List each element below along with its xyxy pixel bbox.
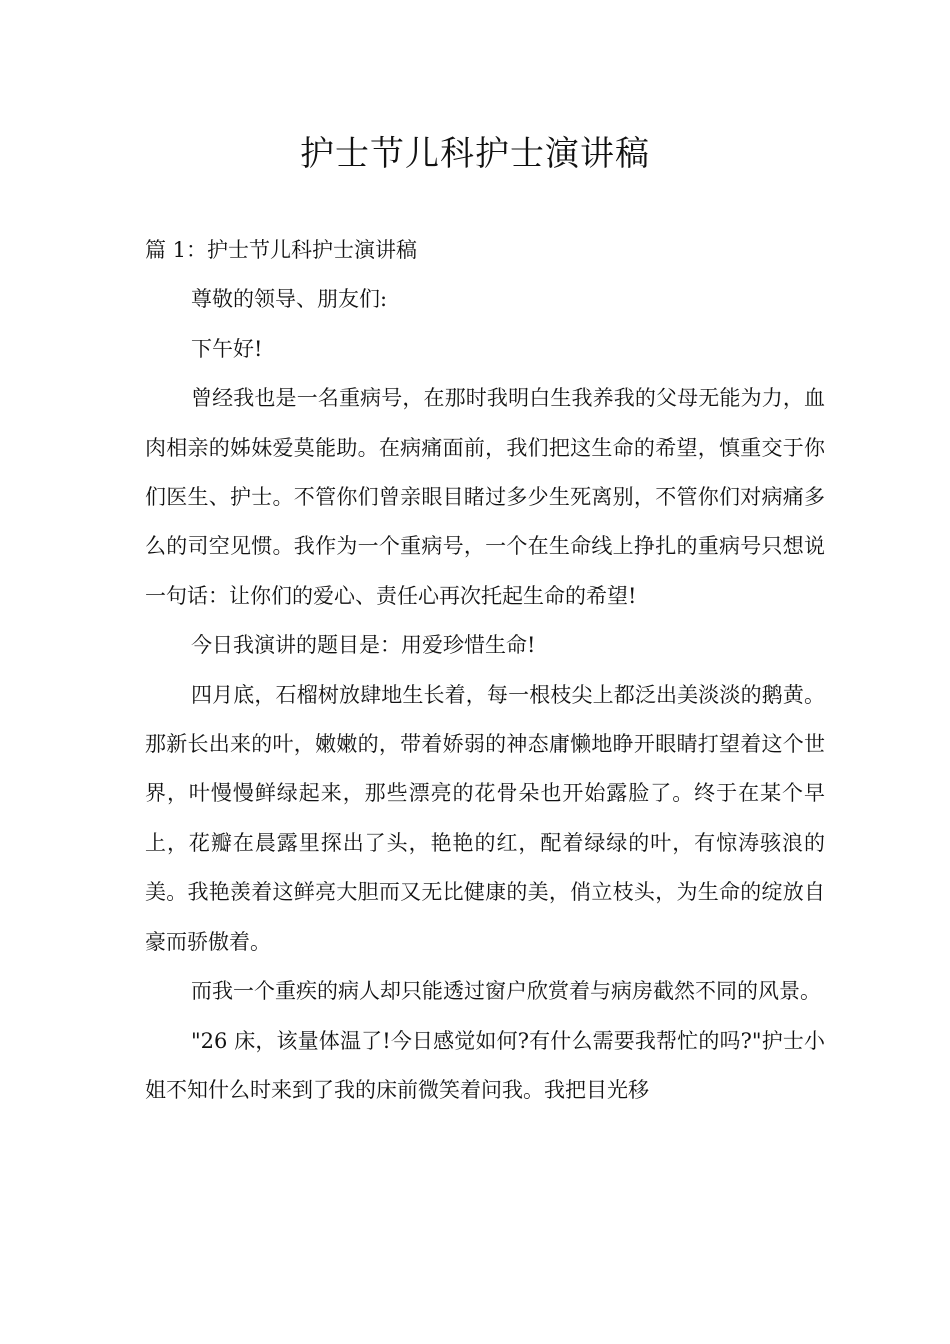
body-paragraph: "26 床，该量体温了!今日感觉如何?有什么需要我帮忙的吗?"护士小姐不知什么时来到了我的床前微笑着问我。我把目光移 xyxy=(145,1028,825,1102)
body-paragraph: 而我一个重疾的病人却只能透过窗户欣赏着与病房截然不同的风景。 xyxy=(191,979,821,1004)
section-heading: 篇 1：护士节儿科护士演讲稿 xyxy=(145,238,418,262)
body-paragraph: 四月底，石榴树放肆地生长着，每一根枝尖上都泛出美淡淡的鹅黄。那新长出来的叶，嫩嫩的，带着娇弱的神态庸懒地睁开眼睛打望着这个世界，叶慢慢鲜绿起来，那些漂亮的花骨朵也开始露脸了。终于在某个早上，花瓣在晨露里探出了头，艳艳的红，配着绿绿的叶，有惊涛骇浪的美。我艳羡着这鲜亮大胆而又无比健康的美，俏立枝头，为生命的绽放自豪而骄傲着。 xyxy=(145,682,825,954)
body-paragraph: 曾经我也是一名重病号，在那时我明白生我养我的父母无能为力，血肉相亲的姊妹爱莫能助。在病痛面前，我们把这生命的希望，慎重交于你们医生、护士。不管你们曾亲眼目睹过多少生死离别，不管你们对病痛多么的司空见惯。我作为一个重病号，一个在生命线上挣扎的重病号只想说一句话：让你们的爱心、责任心再次托起生命的希望! xyxy=(145,386,825,608)
greeting-paragraph: 尊敬的领导、朋友们: xyxy=(191,287,388,312)
document-title: 护士节儿科护士演讲稿 xyxy=(300,134,650,174)
document-body xyxy=(145,226,825,1115)
topic-paragraph: 今日我演讲的题目是：用爱珍惜生命! xyxy=(191,633,536,658)
salutation-paragraph: 下午好! xyxy=(191,336,263,361)
